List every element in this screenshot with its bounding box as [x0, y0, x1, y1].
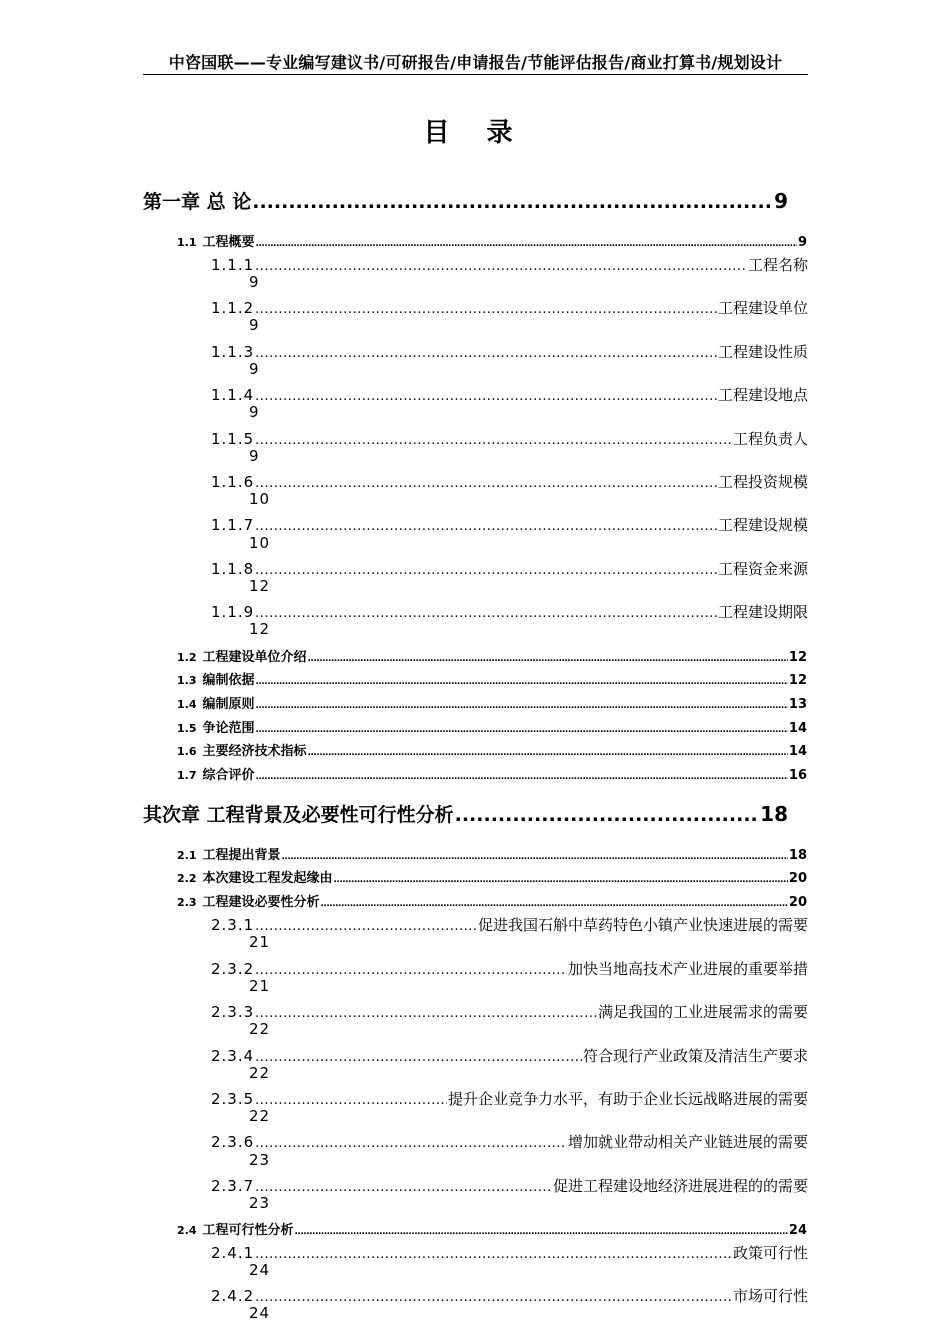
- dot-leader: [282, 852, 788, 862]
- subsection-page: 24: [249, 1304, 271, 1322]
- toc-subsection-1-1-6[interactable]: [211, 471, 808, 492]
- toc-section-1-6[interactable]: [177, 740, 807, 759]
- dot-leader: [255, 519, 717, 534]
- toc-chapter-2[interactable]: [143, 800, 788, 827]
- section-title: 工程概要: [202, 235, 255, 250]
- subsection-page: 12: [249, 577, 271, 595]
- subsection-number: 1.1.4: [211, 386, 255, 404]
- subsection-title: 工程建设地点: [717, 386, 808, 404]
- toc-subsection-2-4-2[interactable]: [211, 1285, 808, 1306]
- running-header: 中咨国联——专业编写建议书/可研报告/申请报告/节能评估报告/商业打算书/规划设计: [168, 53, 783, 72]
- subsection-number: 1.1.5: [211, 430, 255, 448]
- toc-subsection-1-1-9[interactable]: [211, 601, 808, 622]
- subsection-number: 2.3.4: [211, 1047, 255, 1065]
- dot-leader: [252, 191, 773, 213]
- dot-leader: [255, 1006, 597, 1021]
- dot-leader: [308, 748, 788, 758]
- subsection-page: 9: [249, 447, 260, 465]
- section-page: 20: [788, 895, 807, 910]
- subsection-title: 促进我国石斛中草药特色小镇产业快速进展的需要: [477, 916, 808, 934]
- subsection-title: 提升企业竞争力水平，有助于企业长远战略进展的需要: [447, 1090, 808, 1108]
- dot-leader: [256, 701, 788, 711]
- subsection-page: 23: [249, 1194, 271, 1212]
- subsection-number: 2.3.5: [211, 1090, 255, 1108]
- subsection-title: 工程负责人: [732, 430, 808, 448]
- toc-subsection-2-3-2[interactable]: [211, 958, 808, 979]
- subsection-page: 22: [249, 1064, 271, 1082]
- dot-leader: [256, 677, 788, 687]
- subsection-number: 2.3.7: [211, 1177, 255, 1195]
- toc-section-2-2[interactable]: [177, 867, 807, 886]
- subsection-number: 1.1.1: [211, 256, 255, 274]
- header-rule: [143, 74, 808, 75]
- toc-section-1-7[interactable]: [177, 764, 807, 783]
- subsection-page: 10: [249, 534, 271, 552]
- subsection-page: 9: [249, 403, 260, 421]
- subsection-page: 24: [249, 1261, 271, 1279]
- toc-subsection-2-3-5[interactable]: [211, 1088, 808, 1109]
- section-title: 综合评价: [202, 768, 255, 783]
- subsection-title: 工程建设期限: [717, 603, 808, 621]
- subsection-number: 1.1.9: [211, 603, 255, 621]
- subsection-title: 加快当地高技术产业进展的重要举措: [567, 960, 808, 978]
- subsection-page: 10: [249, 490, 271, 508]
- subsection-number: 2.4.2: [211, 1287, 255, 1305]
- toc-section-2-4[interactable]: [177, 1219, 807, 1238]
- section-title: 工程提出背景: [202, 848, 281, 863]
- section-page: 14: [788, 744, 807, 759]
- dot-leader: [256, 772, 788, 782]
- section-number: 2.2: [177, 872, 197, 885]
- dot-leader: [295, 1227, 788, 1237]
- subsection-number: 1.1.3: [211, 343, 255, 361]
- subsection-page: 21: [249, 977, 271, 995]
- section-title: 争论范围: [202, 721, 255, 736]
- dot-leader: [321, 899, 788, 909]
- section-page: 13: [788, 697, 807, 712]
- subsection-title: 符合现行产业政策及清洁生产要求: [582, 1047, 808, 1065]
- dot-leader: [256, 239, 797, 249]
- subsection-title: 增加就业带动相关产业链进展的需要: [567, 1133, 808, 1151]
- toc-section-1-5[interactable]: [177, 717, 807, 736]
- subsection-page: 21: [249, 933, 271, 951]
- toc-section-1-4[interactable]: [177, 693, 807, 712]
- dot-leader: [255, 1247, 732, 1262]
- dot-leader: [255, 563, 717, 578]
- subsection-title: 工程建设单位: [717, 299, 808, 317]
- toc-subsection-2-3-1[interactable]: [211, 914, 808, 935]
- dot-leader: [255, 433, 732, 448]
- toc-subsection-1-1-7[interactable]: [211, 514, 808, 535]
- subsection-number: 2.3.6: [211, 1133, 255, 1151]
- section-number: 1.3: [177, 674, 197, 687]
- dot-leader: [255, 476, 717, 491]
- subsection-title: 促进工程建设地经济进展进程的的需要: [552, 1177, 808, 1195]
- toc-chapter-1[interactable]: [143, 187, 788, 214]
- dot-leader: [255, 259, 747, 274]
- subsection-title: 政策可行性: [732, 1244, 808, 1262]
- toc-section-1-3[interactable]: [177, 669, 807, 688]
- dot-leader: [255, 606, 717, 621]
- section-page: 18: [788, 848, 807, 863]
- subsection-number: 1.1.6: [211, 473, 255, 491]
- section-number: 1.5: [177, 722, 197, 735]
- subsection-title: 工程建设规模: [717, 516, 808, 534]
- chapter-page: 18: [760, 802, 788, 826]
- section-number: 1.2: [177, 651, 197, 664]
- toc-section-1-1[interactable]: [177, 231, 807, 250]
- toc-section-2-3[interactable]: [177, 891, 807, 910]
- section-number: 1.6: [177, 745, 197, 758]
- chapter-page: 9: [774, 189, 788, 213]
- subsection-title: 工程资金来源: [717, 560, 808, 578]
- section-title: 编制依据: [202, 673, 255, 688]
- subsection-page: 9: [249, 360, 260, 378]
- dot-leader: [256, 725, 788, 735]
- subsection-number: 2.4.1: [211, 1244, 255, 1262]
- section-title: 本次建设工程发起缘由: [202, 871, 333, 886]
- subsection-title: 工程投资规模: [717, 473, 808, 491]
- subsection-number: 2.3.2: [211, 960, 255, 978]
- subsection-title: 工程建设性质: [717, 343, 808, 361]
- section-page: 14: [788, 721, 807, 736]
- toc-subsection-1-1-5[interactable]: [211, 428, 808, 449]
- subsection-page: 12: [249, 620, 271, 638]
- subsection-number: 1.1.8: [211, 560, 255, 578]
- subsection-number: 1.1.2: [211, 299, 255, 317]
- dot-leader: [255, 302, 717, 317]
- dot-leader: [255, 389, 717, 404]
- dot-leader: [255, 1180, 552, 1195]
- section-number: 2.1: [177, 849, 197, 862]
- section-page: 24: [788, 1223, 807, 1238]
- toc-title: 目 录: [423, 118, 527, 148]
- subsection-page: 23: [249, 1151, 271, 1169]
- section-page: 20: [788, 871, 807, 886]
- subsection-page: 22: [249, 1107, 271, 1125]
- toc-subsection-1-1-8[interactable]: [211, 558, 808, 579]
- subsection-page: 9: [249, 273, 260, 291]
- dot-leader: [334, 875, 788, 885]
- dot-leader: [255, 919, 477, 934]
- toc-subsection-1-1-2[interactable]: [211, 297, 808, 318]
- toc-subsection-2-3-3[interactable]: [211, 1001, 808, 1022]
- dot-leader: [455, 804, 760, 826]
- subsection-number: 1.1.7: [211, 516, 255, 534]
- subsection-number: 2.3.1: [211, 916, 255, 934]
- toc-subsection-1-1-3[interactable]: [211, 341, 808, 362]
- section-number: 1.1: [177, 236, 197, 249]
- dot-leader: [255, 1290, 732, 1305]
- subsection-page: 9: [249, 316, 260, 334]
- toc-subsection-1-1-4[interactable]: [211, 384, 808, 405]
- dot-leader: [308, 654, 788, 664]
- subsection-number: 2.3.3: [211, 1003, 255, 1021]
- chapter-label: 第一章 总 论: [143, 191, 252, 213]
- toc-subsection-2-3-6[interactable]: [211, 1131, 808, 1152]
- dot-leader: [255, 346, 717, 361]
- section-page: 12: [788, 650, 807, 665]
- subsection-title: 满足我国的工业进展需求的需要: [597, 1003, 808, 1021]
- dot-leader: [255, 1093, 447, 1108]
- toc-subsection-1-1-1[interactable]: [211, 254, 808, 275]
- section-number: 1.7: [177, 769, 197, 782]
- section-title: 工程建设单位介绍: [202, 650, 307, 665]
- section-title: 主要经济技术指标: [202, 744, 307, 759]
- toc-section-2-1[interactable]: [177, 844, 807, 863]
- section-page: 9: [797, 235, 807, 250]
- dot-leader: [255, 1136, 567, 1151]
- section-number: 1.4: [177, 698, 197, 711]
- section-page: 12: [788, 673, 807, 688]
- toc-subsection-2-4-1[interactable]: [211, 1242, 808, 1263]
- section-page: 16: [788, 768, 807, 783]
- toc-section-1-2[interactable]: [177, 646, 807, 665]
- section-title: 编制原则: [202, 697, 255, 712]
- section-title: 工程可行性分析: [202, 1223, 294, 1238]
- subsection-title: 市场可行性: [732, 1287, 808, 1305]
- subsection-page: 22: [249, 1020, 271, 1038]
- section-number: 2.4: [177, 1224, 197, 1237]
- toc-subsection-2-3-4[interactable]: [211, 1045, 808, 1066]
- toc-subsection-2-3-7[interactable]: [211, 1175, 808, 1196]
- chapter-label: 其次章 工程背景及必要性可行性分析: [143, 804, 454, 826]
- section-number: 2.3: [177, 896, 197, 909]
- subsection-title: 工程名称: [747, 256, 808, 274]
- dot-leader: [255, 1050, 582, 1065]
- section-title: 工程建设必要性分析: [202, 895, 320, 910]
- dot-leader: [255, 963, 567, 978]
